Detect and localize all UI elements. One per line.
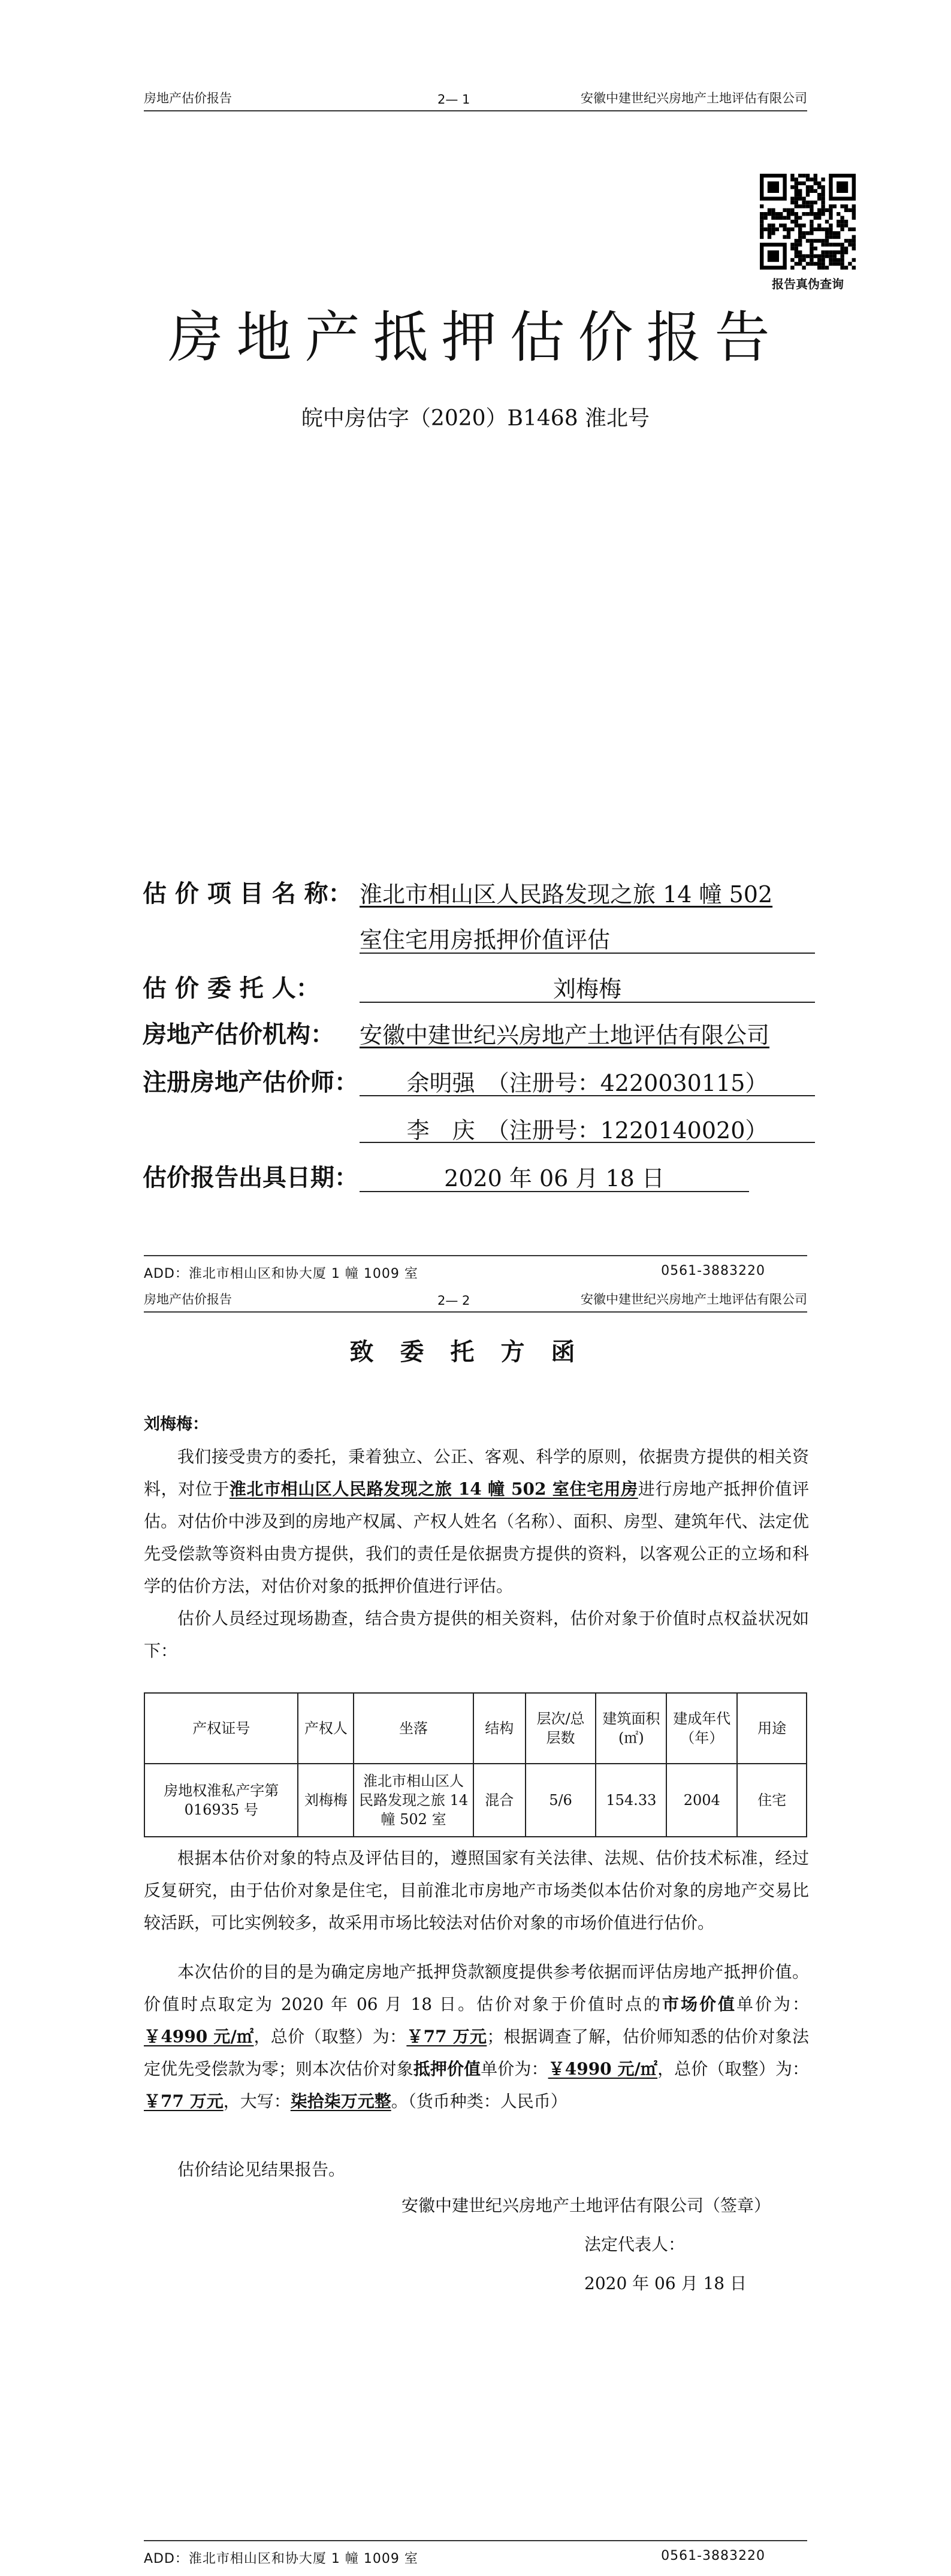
field-value-agency: 安徽中建世纪兴房地产土地评估有限公司	[360, 1022, 770, 1048]
field-value-client: 刘梅梅	[553, 976, 621, 1002]
field-label-appraiser: 注册房地产估价师：	[143, 1069, 358, 1096]
table-cell: 5/6	[526, 1764, 596, 1837]
paragraph-3: 根据本估价对象的特点及评估目的，遵照国家有关法律、法规、估价技术标准，经过反复研究，由于估价对象是住宅，目前淮北市房地产市场类似本估价对象的房地产交易比较活跃，可比实例较多，故采用市场比较法对估价对象的市场价值进行估价。	[144, 1848, 809, 1933]
qr-code-icon[interactable]	[760, 174, 856, 270]
header-page-number: 2— 1	[437, 92, 470, 107]
qr-caption: 报告真伪查询	[772, 277, 844, 291]
field-value-date: 2020 年 06 月 18 日	[444, 1165, 665, 1192]
page-header	[144, 90, 807, 111]
underline	[360, 1191, 749, 1192]
table-cell: 淮北市相山区人民路发现之旅 14 幢 502 室	[354, 1764, 473, 1837]
table-cell: 154.33	[596, 1764, 666, 1837]
paragraph-4: 本次估价的目的是为确定房地产抵押贷款额度提供参考依据而评估房地产抵押价值。价值时点取定为 2020 年 06 月 18 日。估价对象于价值时点的市场价值单价为：￥4990 元/㎡，总价（取整）为：￥77 万元；根据调查了解，估价师知悉的估价对象法定优先受偿款为零；则本次估价对象抵押价值单价为：￥4990 元/㎡，总价（取整）为：￥77 万元，大写：柒拾柒万元整。（货币种类：人民币）	[144, 1962, 809, 2111]
letter-title: 致委托方函	[349, 1338, 602, 1366]
underline	[360, 1095, 815, 1096]
page-footer	[144, 2540, 807, 2568]
table-cell: 刘梅梅	[298, 1764, 354, 1837]
table-header-row	[144, 1693, 807, 1764]
table-header-cell: 产权人	[298, 1693, 354, 1764]
market-total-price: ￥77 万元	[406, 2027, 487, 2046]
paragraph-2: 估价人员经过现场勘查，结合贵方提供的相关资料，估价对象于价值时点权益状况如下：	[144, 1609, 809, 1661]
header-company: 安徽中建世纪兴房地产土地评估有限公司	[581, 1292, 807, 1307]
table-header-cell: 用途	[737, 1693, 807, 1764]
mortgage-unit-price: ￥4990 元/㎡	[548, 2059, 658, 2079]
table-cell: 2004	[666, 1764, 737, 1837]
letter-addressee: 刘梅梅：	[144, 1415, 209, 1434]
field-label-project: 估 价 项 目 名 称：	[143, 880, 352, 908]
page-footer	[144, 1255, 807, 1283]
field-label-client: 估 价 委 托 人：	[143, 975, 320, 1002]
header-company: 安徽中建世纪兴房地产土地评估有限公司	[581, 91, 807, 105]
signature-company: 安徽中建世纪兴房地产土地评估有限公司（签章）	[401, 2196, 771, 2215]
table-cell: 房地权淮私产字第 016935 号	[144, 1764, 298, 1837]
field-value-appraiser-2: 李 庆 （注册号：1220140020）	[406, 1117, 768, 1144]
underline	[360, 953, 815, 954]
table-header-cell: 建成年代（年）	[666, 1693, 737, 1764]
header-left: 房地产估价报告	[144, 1292, 232, 1307]
underline	[360, 1002, 815, 1003]
header-left: 房地产估价报告	[144, 91, 232, 105]
market-unit-price: ￥4990 元/㎡	[144, 2027, 254, 2046]
field-value-project-line1: 淮北市相山区人民路发现之旅 14 幢 502	[360, 881, 773, 908]
header-page-number: 2— 2	[437, 1293, 470, 1308]
table-cell: 混合	[473, 1764, 526, 1837]
table-header-cell: 建筑面积(㎡)	[596, 1693, 666, 1764]
amount-in-words: 柒拾柒万元整	[290, 2091, 391, 2111]
table-header-cell: 层次/总层数	[526, 1693, 596, 1764]
table-header-cell: 产权证号	[144, 1693, 298, 1764]
paragraph-1: 我们接受贵方的委托，秉着独立、公正、客观、科学的原则，依据贵方提供的相关资料，对位于淮北市相山区人民路发现之旅 14 幢 502 室住宅用房进行房地产抵押价值评估。对估价中涉及到的房地产权属、产权人姓名（名称）、面积、房型、建筑年代、法定优先受偿款等资料由贵方提供，我们的责任是依据贵方提供的资料，以客观公正的立场和科学的估价方法，对估价对象的抵押价值进行评估。	[144, 1447, 809, 1596]
report-title: 房地产抵押估价报告	[168, 306, 783, 370]
table-header-cell: 坐落	[354, 1693, 473, 1764]
letter-page	[0, 1291, 951, 2576]
table-header-cell: 结构	[473, 1693, 526, 1764]
subject-property: 淮北市相山区人民路发现之旅 14 幢 502 室住宅用房	[229, 1479, 638, 1499]
page-header	[144, 1291, 807, 1313]
underline	[360, 1142, 815, 1143]
field-value-appraiser-1: 余明强 （注册号：4220030115）	[406, 1070, 768, 1096]
table-row	[144, 1764, 807, 1837]
field-label-agency: 房地产估价机构：	[143, 1021, 334, 1048]
paragraph-5: 估价结论见结果报告。	[177, 2160, 346, 2179]
signature-date: 2020 年 06 月 18 日	[584, 2273, 747, 2293]
field-label-date: 估价报告出具日期：	[143, 1164, 358, 1192]
footer-phone: 0561-3883220	[661, 2548, 765, 2563]
footer-address: ADD：淮北市相山区和协大厦 1 幢 1009 室	[144, 2551, 418, 2566]
mortgage-total-price: ￥77 万元	[144, 2091, 224, 2111]
property-table	[144, 1692, 807, 1837]
signature-representative: 法定代表人：	[584, 2235, 686, 2254]
footer-address: ADD：淮北市相山区和协大厦 1 幢 1009 室	[144, 1266, 418, 1281]
field-value-project-line2: 室住宅用房抵押价值评估	[360, 927, 611, 953]
footer-phone: 0561-3883220	[661, 1263, 765, 1278]
report-number: 皖中房估字（2020）B1468 淮北号	[301, 406, 650, 431]
table-cell: 住宅	[737, 1764, 807, 1837]
